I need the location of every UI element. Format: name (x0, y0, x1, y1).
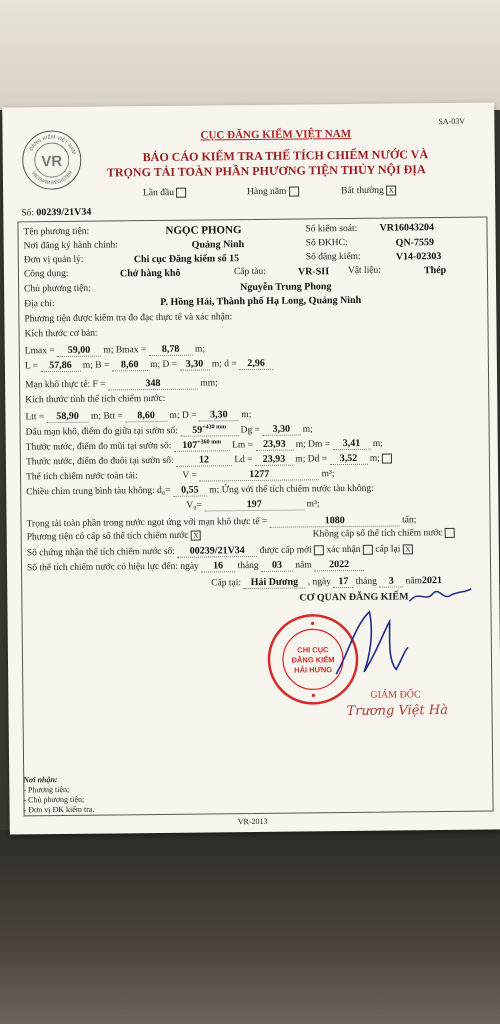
stamp-line-1: CHI CỤC (297, 645, 329, 655)
control-no-label: Số kiểm soát: (305, 223, 358, 235)
recipient-2: - Chủ phương tiện; (23, 794, 85, 805)
issue-place-row: Cấp tại: Hải Dương , ngày 17 tháng 3 năm2021 (211, 575, 443, 589)
checkbox-new (314, 545, 324, 555)
inspection-note: Phương tiện được kiểm tra đo đạc thực tế và xác nhận: (24, 312, 233, 325)
stamp-line-3: HẢI HƯNG (294, 665, 333, 675)
cert-question-row: Phương tiện có cấp sổ thể tích chiếm nước X (27, 531, 201, 543)
ltt-row: Ltt = 58,90 m; Btt = 8,60 m; D = 3,30 m; (25, 409, 252, 423)
grade: VR-SII (297, 266, 330, 278)
deadweight-row: Trọng tải toàn phần trong nước ngọt ứng với mạn khô thực tế = 1080 tấn; (26, 515, 417, 530)
dkhc-label: Số ĐKHC: (305, 237, 348, 249)
recipients-label: Nơi nhận: (23, 775, 58, 785)
document-sheet (2, 102, 500, 834)
title-line-2: TRỌNG TẢI TOÀN PHẦN PHƯƠNG TIỆN THỦY NỘI ĐỊA (106, 162, 426, 180)
checkbox-stern (382, 453, 392, 463)
volume-row: Thể tích chiếm nước toàn tải: V = 1277 m³; (26, 468, 335, 483)
checkbox-unusual: X (386, 185, 396, 195)
control-no: VR16043204 (379, 222, 434, 234)
mid-mark-row: Dấu mạn khô, điểm đo giữa tại sườn số: $59^{+430 mm}$ Dg = 3,30 m; (25, 423, 313, 438)
address-label: Địa chỉ: (24, 299, 55, 310)
checkbox-reissue: X (403, 544, 413, 554)
material: Thép (423, 264, 447, 277)
vessel-name-label: Tên phương tiện: (23, 226, 90, 238)
title-line-1: BÁO CÁO KIỂM TRA THỂ TÍCH CHIẾM NƯỚC VÀ (142, 147, 429, 165)
freeboard-row: Mạn khô thực tế: F = 348 mm; (25, 377, 218, 391)
recipient-3: - Đơn vị ĐK kiểm tra. (23, 804, 95, 815)
checkbox-first (176, 188, 186, 198)
checkbox-annual (289, 186, 299, 196)
check-unusual: Bất thường X (341, 185, 396, 196)
svg-text:ĐĂNG KIỂM VIỆT NAM: ĐĂNG KIỂM VIỆT NAM (28, 134, 77, 156)
manager-label: Đơn vị quản lý: (23, 254, 84, 266)
svg-text:VIETNAM REGISTER: VIETNAM REGISTER (29, 169, 75, 187)
background-bottom (0, 830, 500, 1024)
initials-signature (407, 585, 473, 608)
footer-code: VR-2013 (237, 816, 268, 827)
manager: Chi cục Đăng kiểm số 15 (133, 253, 240, 266)
stamp-line-2: ĐĂNG KIỂM (291, 655, 335, 665)
address: P. Hồng Hải, Thành phố Hạ Long, Quảng Ninh (160, 294, 362, 308)
l-row: L = 57,86 m; B = 8,60 m; D = 3,30 m; d = 2,96 (25, 358, 273, 373)
check-annual: Hàng năm (247, 186, 299, 197)
reg-no-label: Số đăng kiểm: (305, 251, 361, 263)
checkbox-cert-no (445, 528, 455, 538)
usage-label: Công dụng: (23, 268, 69, 280)
svg-text:VR: VR (41, 152, 63, 171)
bow-row: Thước nước, điểm đo mũi tại sườn số: $107^{+360 mm}$ Lm = 23,93 m; Dm = 3,41 m; (25, 438, 383, 453)
owner: Nguyễn Trung Phong (240, 281, 332, 294)
recipient-1: - Phương tiện; (23, 784, 70, 795)
vessel-name: NGỌC PHONG (165, 224, 242, 237)
validity-row: Số thể tích chiếm nước có hiệu lực đến: ngày 16 tháng 03 năm 2022 (27, 559, 364, 575)
owner-label: Chủ phương tiện: (24, 283, 91, 295)
material-label: Vật liệu: (347, 265, 381, 276)
admin-reg: Quảng Ninh (191, 239, 245, 251)
director-signature (329, 603, 410, 684)
director-name: Trương Việt Hà (346, 702, 448, 720)
director-title: GIÁM ĐỐC (370, 689, 421, 701)
vietnam-register-logo (20, 129, 83, 192)
cert-no-row: Không cấp sổ thể tích chiếm nước (313, 528, 455, 540)
agency-name: CỤC ĐĂNG KIỂM VIỆT NAM (200, 127, 352, 142)
basic-dims-label: Kích thước cơ bản: (24, 328, 98, 340)
light-draft-row: Chiều chìm trung bình tàu không: d₀= 0,55 m; Ứng với thể tích chiếm nước tàu không: (26, 483, 374, 498)
lmax-row: Lmax = 59,00 m; Bmax = 8,78 m; (24, 343, 206, 357)
v0-row: V₀= 197 m³; (186, 498, 320, 511)
checkbox-cert-yes: X (191, 531, 201, 541)
grade-label: Cấp tàu: (233, 266, 266, 278)
report-number: Số: 00239/21V34 (21, 206, 92, 219)
background-top (0, 0, 500, 110)
form-code: SA-03V (438, 116, 466, 127)
authority: CƠ QUAN ĐĂNG KIỂM (299, 591, 409, 604)
reg-no: V14-02303 (395, 251, 442, 263)
checkbox-confirm (363, 545, 373, 555)
stern-row: Thước nước, điểm đo đuôi tại sườn số: 12 Ld = 23,93 m; Dd = 3,52 m; (26, 453, 392, 469)
usage: Chở hàng khô (119, 267, 181, 280)
check-first: Lần đầu (143, 188, 186, 199)
cert-number-row: Số chứng nhận thể tích chiếm nước số: 00239/21V34 được cấp mới xác nhận cấp lại X (27, 543, 413, 559)
dkhc: QN-7559 (395, 237, 435, 249)
calc-dims-label: Kích thước tính thể tích chiếm nước: (25, 393, 166, 406)
admin-reg-label: Nơi đăng ký hành chính: (23, 240, 118, 252)
